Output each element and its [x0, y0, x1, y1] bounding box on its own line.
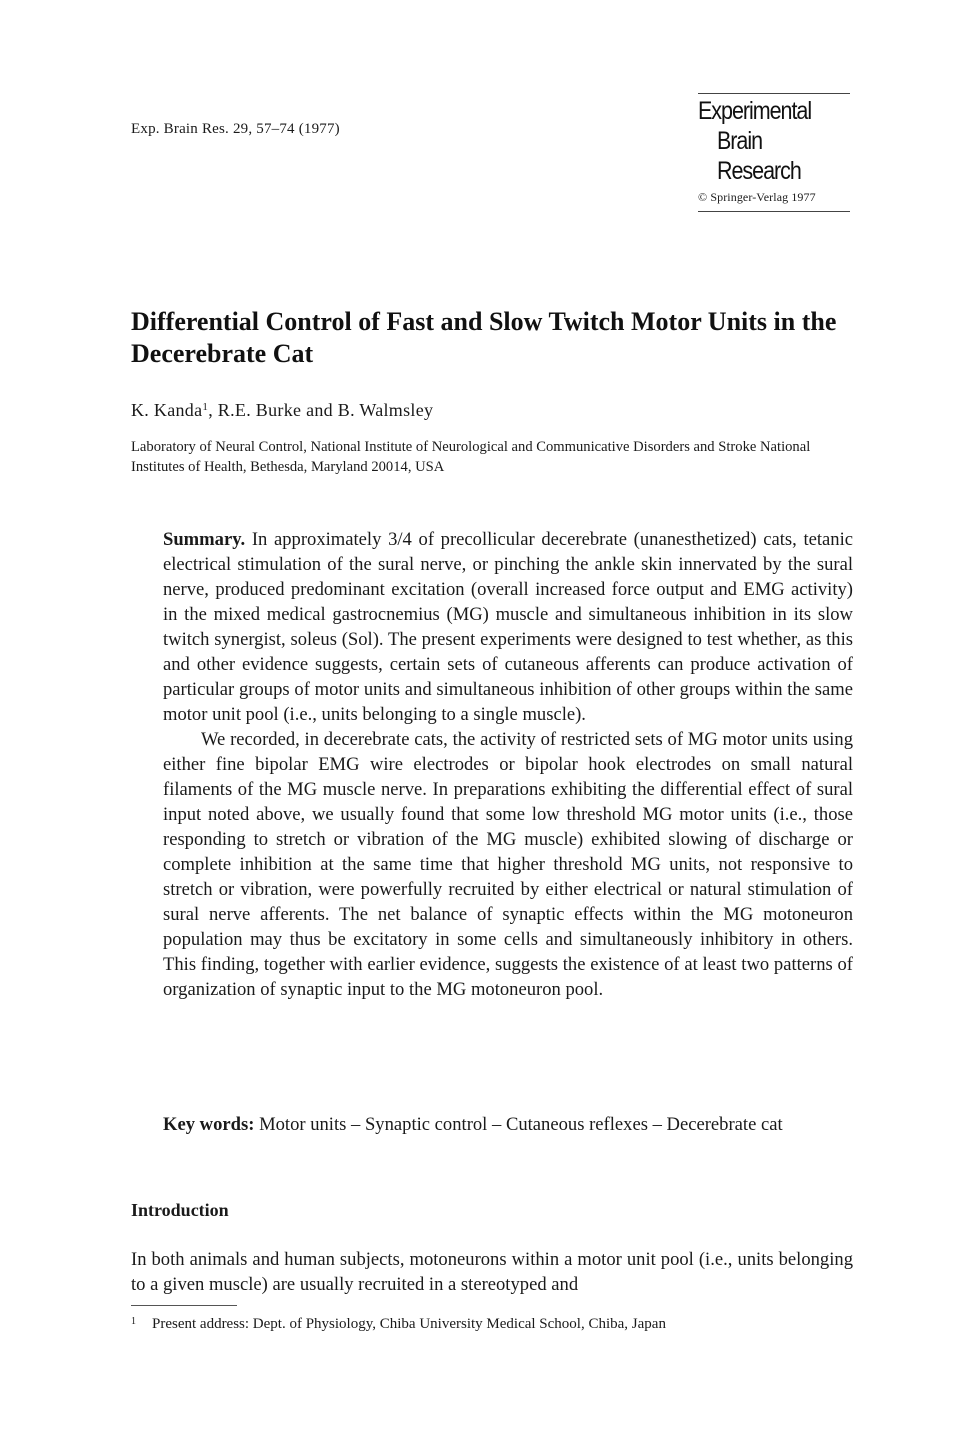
footnote-rule [131, 1305, 237, 1306]
author-list [131, 400, 433, 421]
footnote-text: Present address: Dept. of Physiology, Chiba University Medical School, Chiba, Japan [152, 1316, 666, 1332]
introduction-heading: Introduction [131, 1200, 229, 1220]
keywords-text: Motor units – Synaptic control – Cutaneous reflexes – Decerebrate cat [259, 1114, 783, 1135]
summary-paragraph-1 [163, 527, 853, 727]
summary-paragraph-2: We recorded, in decerebrate cats, the activity of restricted sets of MG motor units using either fine bipolar EMG wire electrodes or bipolar hook electrodes on small natural filaments of the MG muscle nerve. In preparations exhibiting the differential effect of sural input noted above, we usually found that some low threshold MG motor units (i.e., those responding to stretch or vibration of the MG muscle) exhibited slowing of discharge or complete inhibition at the same time that higher threshold MG units, not responsive to stretch or vibration, were powerfully recruited by either electrical or natural stimulation of sural nerve afferents. The net balance of synaptic effects within the MG motoneuron population may thus be excitatory in some cells and simultaneously inhibitory in others. This finding, together with earlier evidence, suggests the existence of at least two patterns of organization of synaptic input to the MG motoneuron pool. [163, 729, 853, 1000]
journal-name-line-2: Brain [717, 127, 763, 155]
journal-citation: Exp. Brain Res. 29, 57–74 (1977) [131, 121, 340, 137]
author-footnote-mark: 1 [202, 401, 209, 413]
keywords-label: Key words: [163, 1114, 255, 1135]
summary-section [163, 527, 853, 1002]
footnote [131, 1316, 666, 1333]
masthead-bottom-rule [698, 211, 850, 212]
summary-text-1: In approximately 3/4 of precollicular decerebrate (unanesthetized) cats, tetanic electrical stimulation of the sural nerve, or pinching the ankle skin innervated by the sural nerve, produced predominant excitation (overall increased force output and EMG activity) in the mixed medical gastrocnemius (MG) muscle and simultaneous inhibition in its slow twitch synergist, soleus (Sol). The present experiments were designed to test whether, as this and other evidence suggests, certain sets of cutaneous afferents can produce activation of particular groups of motor units and simultaneous inhibition of other groups within the same motor unit pool (i.e., units belonging to a single muscle). [163, 529, 853, 725]
journal-name-line-3: Research [717, 157, 801, 185]
introduction-paragraph: In both animals and human subjects, motoneurons within a motor unit pool (i.e., units belonging to a given muscle) are usually recruited in a stereotyped and [131, 1249, 853, 1295]
summary-label: Summary. [163, 529, 246, 550]
copyright-notice: © Springer-Verlag 1977 [698, 190, 816, 204]
author-affiliation: Laboratory of Neural Control, National Institute of Neurological and Communicative Disorders and Stroke National Institutes of Health, Bethesda, Maryland 20014, USA [131, 439, 811, 475]
other-authors: , R.E. Burke and B. Walmsley [208, 400, 434, 420]
author-1: K. Kanda [131, 400, 203, 420]
journal-masthead [698, 93, 850, 212]
footnote-mark: 1 [131, 1316, 136, 1327]
journal-name-line-1: Experimental [698, 97, 812, 125]
introduction-text [131, 1247, 853, 1297]
keywords-section [163, 1112, 853, 1137]
article-title: Differential Control of Fast and Slow Twitch Motor Units in the Decerebrate Cat [131, 307, 837, 368]
